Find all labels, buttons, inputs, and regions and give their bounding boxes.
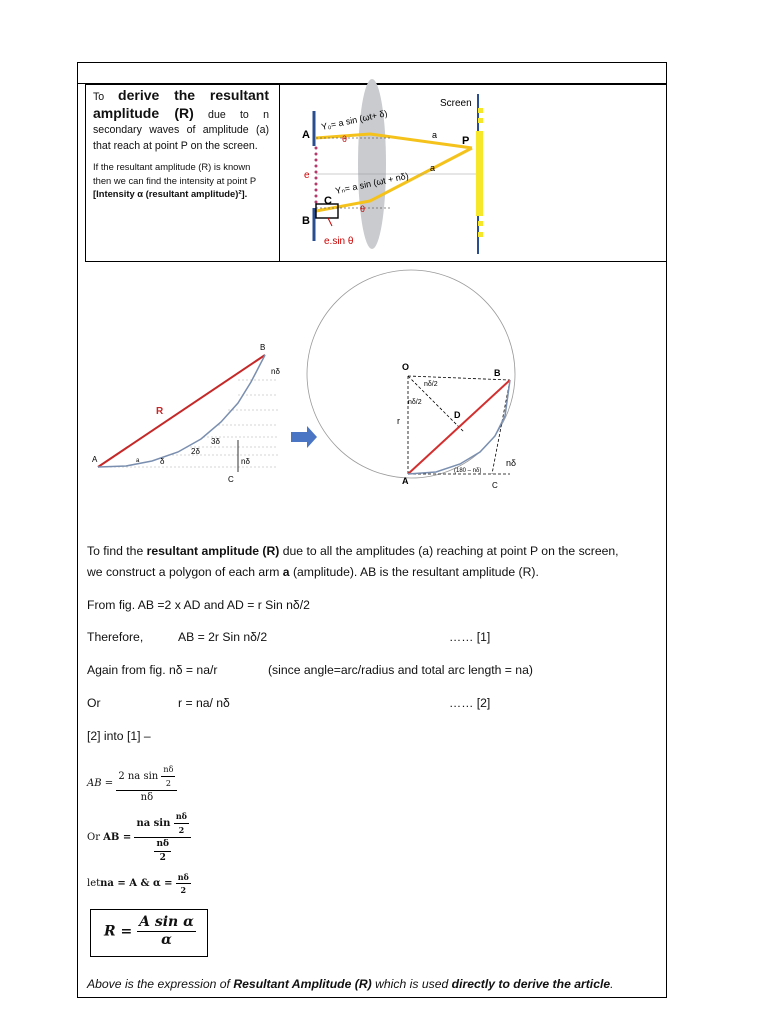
eq3-fraction xyxy=(176,871,191,896)
footer-line xyxy=(87,974,614,994)
eq2-fraction xyxy=(134,810,191,865)
eq2-den-bot: 2 xyxy=(159,853,166,863)
eq3-let: let xyxy=(87,878,101,889)
text-line-2c: (amplitude). AB is the resultant amplitude (R). xyxy=(289,565,539,579)
label-A-top: A xyxy=(302,129,310,141)
text-line-1c: due to all the amplitudes (a) reaching at point P on the screen, xyxy=(279,544,619,558)
polygon-figure xyxy=(88,340,288,490)
eq2-den-frac xyxy=(154,838,171,865)
text-line-3: From fig. AB =2 x AD and AD = r Sin nδ/2 xyxy=(87,598,310,612)
label-nd2-b: nδ/2 xyxy=(408,399,422,406)
eq2-num-frac-top: nδ xyxy=(174,810,189,824)
equation-2 xyxy=(87,810,191,865)
label-screen: Screen xyxy=(440,98,472,109)
text-line-2a: we construct a polygon of each arm xyxy=(87,565,283,579)
text-line-1 xyxy=(87,541,619,561)
circle-figure xyxy=(302,266,532,496)
result-lhs: R = xyxy=(104,923,133,940)
eq1-numerator xyxy=(116,763,177,791)
label-d2: 2δ xyxy=(191,447,200,456)
label-e: e xyxy=(304,170,310,181)
label-angle: (180 – nδ) xyxy=(454,468,482,474)
text-line-4c: …… [1] xyxy=(449,630,491,644)
label-C-top: C xyxy=(324,195,332,207)
text-line-7: [2] into [1] – xyxy=(87,729,151,743)
label-nd-bottom: nδ xyxy=(241,457,250,466)
ray-top xyxy=(316,134,472,148)
eq3-frac-top: nδ xyxy=(177,872,189,882)
eq2-den-top: nδ xyxy=(154,838,171,852)
label-y0: Y₀= a sin (ωt+ δ) xyxy=(320,108,389,132)
eq2-lhs: AB = xyxy=(103,832,132,843)
footer-a: Above is the expression of xyxy=(87,977,234,991)
text-line-6b: r = na/ nδ xyxy=(178,696,230,710)
diffraction-figure xyxy=(282,86,662,266)
text-line-5b: (since angle=arc/radius and total arc length = na) xyxy=(268,663,533,677)
text-line-5a: Again from fig. nδ = na/r xyxy=(87,663,218,677)
label-theta1: θ xyxy=(342,134,348,144)
eq1-lhs: AB = xyxy=(87,778,114,789)
eq1-num-frac xyxy=(161,763,175,790)
eq3-frac-bot: 2 xyxy=(180,885,187,895)
footer-e: . xyxy=(610,977,614,991)
label-nd-circle: nδ xyxy=(506,458,517,468)
label-C-circle: C xyxy=(492,481,498,490)
eq2-num-frac-bot: 2 xyxy=(178,825,185,835)
eq2-numerator xyxy=(134,810,191,838)
footer-d: directly to derive the article xyxy=(451,977,611,991)
equation-1 xyxy=(87,763,177,804)
intro-heading xyxy=(93,88,269,154)
label-C-poly: C xyxy=(228,475,234,484)
label-R-poly: R xyxy=(156,406,164,417)
result-numerator: A sin α xyxy=(139,914,194,930)
intro-text xyxy=(93,88,269,207)
footer-c: which is used xyxy=(371,977,452,991)
label-esin: e.sin θ xyxy=(324,236,354,247)
text-line-6a: Or xyxy=(87,696,101,710)
intro-heading-rest: due to n secondary waves of amplitude (a) that reach at point P on the screen. xyxy=(93,108,269,152)
equation-3 xyxy=(87,871,191,896)
eq2-or: Or xyxy=(87,832,100,843)
dashed-guides xyxy=(98,380,278,467)
label-D: D xyxy=(454,410,461,420)
footer-b: Resultant Amplitude (R) xyxy=(233,977,372,991)
text-line-4a: Therefore, xyxy=(87,630,144,644)
label-a-top: a xyxy=(432,130,438,140)
eq2-num-text: na sin xyxy=(136,818,171,829)
construction-circle xyxy=(307,270,515,478)
text-line-1b: resultant amplitude (R) xyxy=(146,544,280,558)
eq1-num-text: 2 na sin xyxy=(118,771,159,782)
eq3-body: na = A & α = xyxy=(100,878,173,889)
label-nd2-a: nδ/2 xyxy=(424,381,438,388)
esin-pointer xyxy=(328,218,332,226)
label-P-top: P xyxy=(462,135,470,147)
result-denominator: α xyxy=(161,932,172,948)
label-d1: δ xyxy=(160,457,165,466)
intro-note-bold: [Intensity α (resultant amplitude)²]. xyxy=(93,188,248,200)
label-A-circle: A xyxy=(402,476,409,486)
text-line-4b: AB = 2r Sin nδ/2 xyxy=(178,630,268,644)
result-formula xyxy=(104,914,196,949)
label-B-top: B xyxy=(302,215,310,227)
label-yn: Yₙ= a sin (ωt + nδ) xyxy=(334,170,410,196)
text-line-1a: To find the xyxy=(87,544,147,558)
eq1-num-frac-bot: 2 xyxy=(165,779,171,788)
label-A-poly: A xyxy=(92,455,98,464)
eq1-fraction xyxy=(116,763,177,804)
lens xyxy=(358,79,386,249)
eq1-denominator: nδ xyxy=(140,792,154,803)
intro-heading-bold: derive the resultant amplitude (R) xyxy=(93,87,269,121)
slit-dots xyxy=(315,147,318,204)
label-d3: 3δ xyxy=(211,437,220,446)
screen-pattern xyxy=(476,131,483,216)
label-a-bottom: a xyxy=(430,163,436,173)
label-nd-top: nδ xyxy=(271,367,280,376)
label-O: O xyxy=(402,362,410,372)
eq2-num-frac xyxy=(174,810,189,837)
result-fraction xyxy=(137,914,196,949)
eq1-num-frac-top: nδ xyxy=(161,763,175,777)
intro-note-text: If the resultant amplitude (R) is known then we can find the intensity at point P xyxy=(93,161,256,186)
label-a-poly: a xyxy=(136,458,140,464)
text-line-2 xyxy=(87,562,539,582)
label-B-circle: B xyxy=(494,368,501,378)
label-B-poly: B xyxy=(260,343,266,352)
text-line-2b: a xyxy=(282,565,290,579)
eq2-denominator xyxy=(134,838,191,865)
label-theta2: θ xyxy=(360,204,366,214)
label-r: r xyxy=(397,416,400,426)
intro-note xyxy=(93,160,269,201)
text-line-6c: …… [2] xyxy=(449,696,491,710)
intro-to: To xyxy=(93,91,105,103)
intro-divider xyxy=(279,84,280,262)
